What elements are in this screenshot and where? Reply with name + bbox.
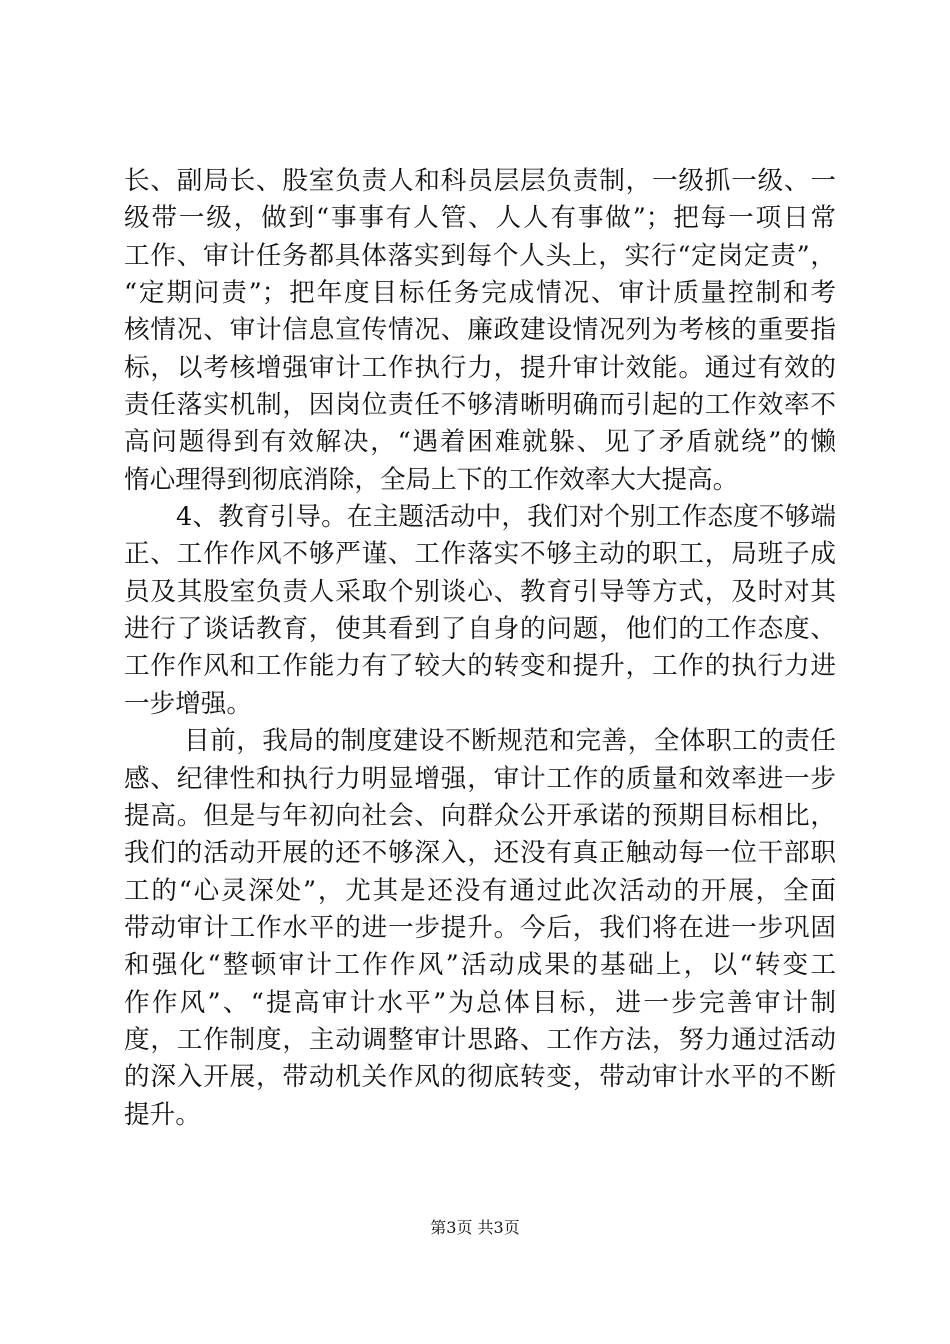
paragraph-responsibility [124,163,836,499]
document-body [124,163,836,1134]
text-line: 核情况、审计信息宣传情况、廉政建设情况列为考核的重要指 [124,315,836,346]
text-line: 级带一级，做到“事事有人管、人人有事做”；把每一项日常 [124,203,836,234]
text-line: 员及其股室负责人采取个别谈心、教育引导等方式，及时对其 [124,576,836,607]
text-line: 责任落实机制，因岗位责任不够清晰明确而引起的工作效率不 [124,390,836,421]
text-line: 一步增强。 [124,688,252,719]
text-line: 和强化“整顿审计工作作风”活动成果的基础上，以“转变工 [124,950,836,981]
text-line: 提升。 [124,1099,201,1130]
text-line: 惰心理得到彻底消除，全局上下的工作效率大大提高。 [124,464,739,495]
text-line: 感、纪律性和执行力明显增强，审计工作的质量和效率进一步 [124,763,836,794]
text-line: 工作、审计任务都具体落实到每个人头上，实行“定岗定责”， [124,240,836,271]
text-line: 长、副局长、股室负责人和科员层层负责制，一级抓一级、一 [124,166,836,196]
text-line: 提高。但是与年初向社会、向群众公开承诺的预期目标相比， [124,800,836,831]
text-line: 工作作风和工作能力有了较大的转变和提升，工作的执行力进 [124,651,836,682]
text-line: 带动审计工作水平的进一步提升。今后，我们将在进一步巩固 [124,912,836,943]
text-line: 目前，我局的制度建设不断规范和完善，全体职工的责任 [184,726,836,757]
text-line: 我们的活动开展的还不够深入，还没有真正触动每一位干部职 [124,838,836,869]
text-line: 作作风”、“提高审计水平”为总体目标，进一步完善审计制 [124,987,836,1018]
paragraph-education [124,499,836,723]
text-line: 正、工作作风不够严谨、工作落实不够主动的职工，局班子成 [124,539,836,570]
text-line: 的深入开展，带动机关作风的彻底转变，带动审计水平的不断 [124,1062,836,1093]
text-line: 进行了谈话教育，使其看到了自身的问题，他们的工作态度、 [124,614,836,645]
text-line: 标，以考核增强审计工作执行力，提升审计效能。通过有效的 [124,352,836,383]
text-line: 4、教育引导。在主题活动中，我们对个别工作态度不够端 [176,502,836,533]
paragraph-conclusion [124,723,836,1134]
text-line: 工的“心灵深处”，尤其是还没有通过此次活动的开展，全面 [124,875,836,906]
page-number-footer: 第3页 共3页 [430,1218,520,1237]
text-line: “定期问责”；把年度目标任务完成情况、审计质量控制和考 [124,278,836,309]
text-line: 度，工作制度，主动调整审计思路、工作方法，努力通过活动 [124,1024,836,1055]
text-line: 高问题得到有效解决，“遇着困难就躲、见了矛盾就绕”的懒 [124,427,836,458]
